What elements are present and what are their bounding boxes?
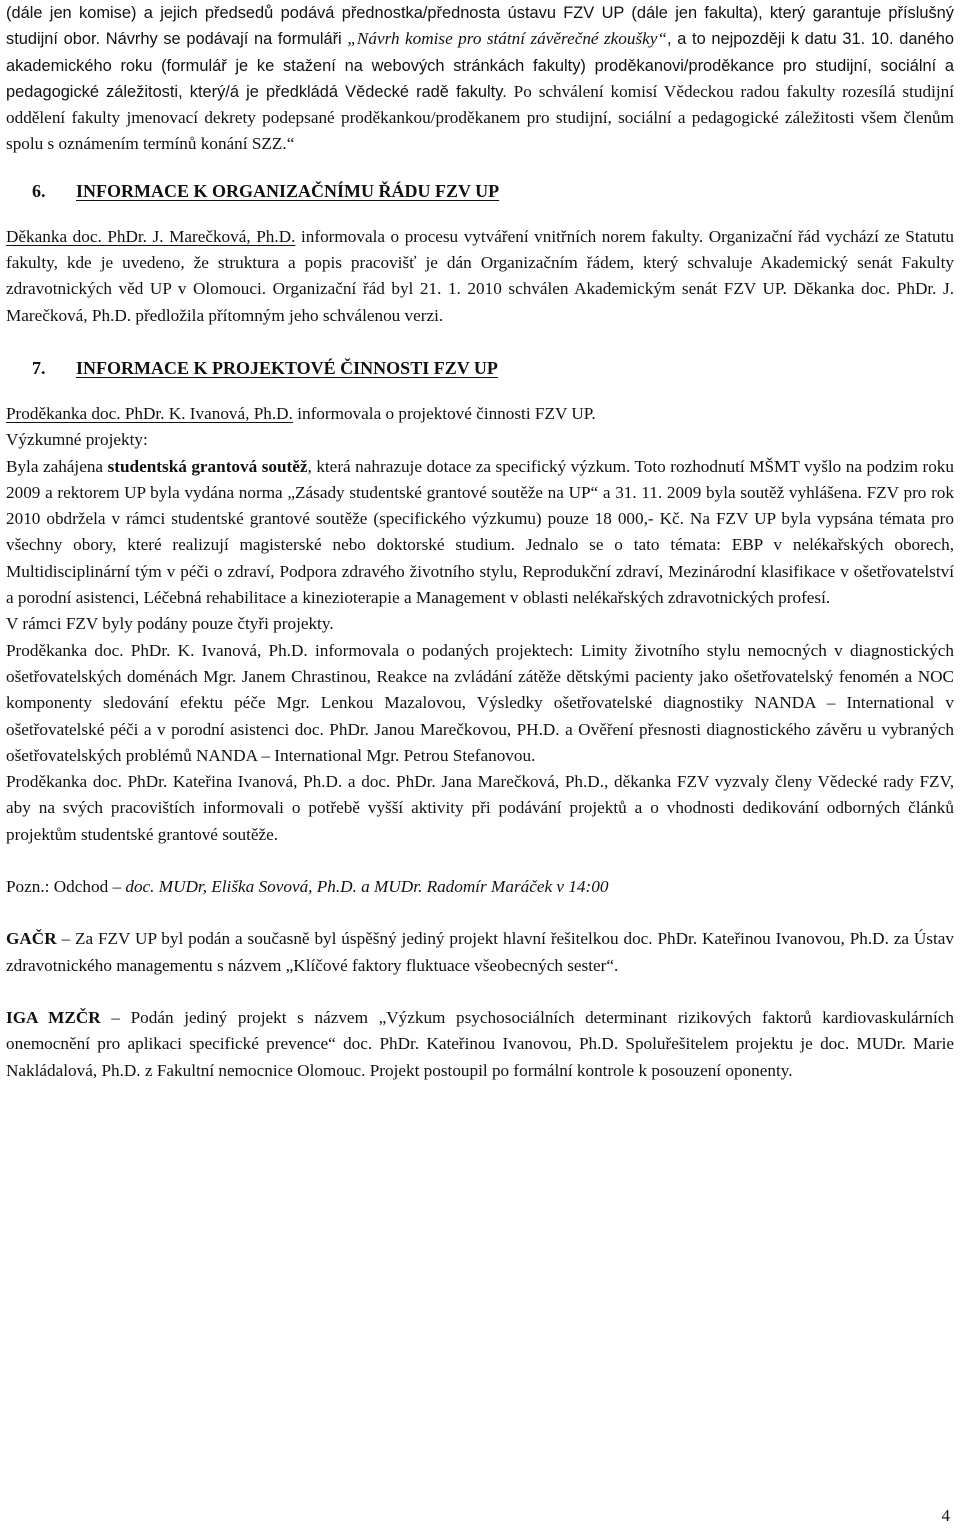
section-7-intro	[6, 401, 954, 454]
section-6-heading	[6, 178, 954, 204]
departure-note	[6, 874, 954, 900]
section-6-paragraph	[6, 224, 954, 329]
research-projects-label: Výzkumné projekty:	[6, 430, 148, 450]
note-label: Pozn.: Odchod	[6, 877, 113, 897]
grant-competition-paragraph	[6, 454, 954, 612]
call-to-members-paragraph: Proděkanka doc. PhDr. Kateřina Ivanová, Ph.D. a doc. PhDr. Jana Marečková, Ph.D., děkanka FZV vyzvaly členy Vědecké rady FZV, aby na svých pracovištích informovali o potřebě vyšší aktivity při podávání projektů a o vhodnosti dedikování odborných článků projektům studentské grantové soutěže.	[6, 772, 954, 844]
intro-line-4: Po schválení komisí Vědeckou radou fakulty rozesílá studijní oddělení fakulty jmenovací dekrety podepsané proděkankou/proděkanem pro studijní, sociální a pedagogické záležitosti všem členům spolu s oznámením termínů konání SZZ.“	[6, 81, 954, 154]
intro-line-1: (dále jen komise) a jejich předsedů podává přednostka/přednosta ústavu FZV UP (dále jen fakulta),	[6, 4, 763, 22]
iga-paragraph	[6, 1005, 954, 1084]
intro-line-3: daného akademického roku (formulář je ke stažení na webových stránkách fakulty) proděkanovi/proděkance pro studijní, sociální a pedagogické záležitosti, který/á je předkládá Vědecké radě fakulty.	[6, 30, 954, 101]
section-6-speaker: Děkanka doc. PhDr. J. Marečková, Ph.D.	[6, 226, 296, 246]
grant-text-b: studentská grantová soutěž	[107, 456, 308, 476]
intro-deadline: , a to nejpozději k datu 31. 10.	[666, 30, 894, 49]
grant-text-a: Byla zahájena	[6, 456, 108, 476]
iga-text: – Podán jediný projekt s názvem „Výzkum psychosociálních determinant rizikových faktorů kardiovaskulárních onemocnění pro aplikaci specifické prevence“ doc. PhDr. Kateřinou Ivanovou, Ph.D. Spoluřešitelem projektu je doc. MUDr. Marie Nakládalová, Ph.D. z Fakultní nemocnice Olomouc. Projekt postoupil po formální kontrole k posouzení oponenty.	[6, 1007, 954, 1080]
intro-paragraph	[6, 0, 954, 158]
section-7-text-1: informovala o projektové činnosti FZV UP.	[292, 403, 596, 423]
document-page	[6, 0, 954, 1084]
section-6-text-1: informovala o procesu vytváření vnitřních norem fakulty.	[295, 226, 704, 246]
submitted-projects-paragraph: Proděkanka doc. PhDr. K. Ivanová, Ph.D. informovala o podaných projektech: Limity životního stylu nemocných v diagnostických ošetřovatelských doménách Mgr. Janem Chrastinou, Reakce na zvládání zátěže dětskými pacienty jako ošetřovatelský fenomén a NOC komponenty sledování efektu péče Mgr. Lenkou Mazalovou, Výsledky ošetřovatelské diagnostiky NANDA – International v ošetřovatelské péči a v porodní asistenci doc. PhDr. Janou Marečkovou, PH.D. a Ověření přesnosti diagnostického závěru u vybraných ošetřovatelských problémů NANDA – International Mgr. Petrou Stefanovou.	[6, 640, 954, 765]
section-7-title: INFORMACE K PROJEKTOVÉ ČINNOSTI FZV UP	[76, 357, 498, 378]
projects-count-paragraph: V rámci FZV byly podány pouze čtyři projekty.	[6, 614, 334, 634]
section-6-title: INFORMACE K ORGANIZAČNÍMU ŘÁDU FZV UP	[76, 180, 500, 201]
section-7-number: 7.	[32, 357, 46, 378]
grant-text-c: , která nahrazuje dotace za specifický výzkum. Toto rozhodnutí MŠMT vyšlo na podzim roku 2009 a rektorem UP byla vydána norma „Zásady studentské grantové soutěže na UP“ a 31. 11. 2009 byla soutěž vyhlášena. FZV pro rok 2010 obdržela v rámci studentské grantové soutěže (specifického výzkumu) pouze 18 000,- Kč. Na FZV UP byla vypsána témata pro všechny obory, které realizují magisterské nebo doktorské studium. Jednalo se o tato témata: EBP v nelékařských oborech, Multidisciplinární tým v péči o zdraví, Podpora zdravého životního stylu, Reprodukční zdraví, Mezinárodní klasifikace v ošetřovatelství a porodní asistenci, Léčebná rehabilitace a kinezioterapie a Management v oblasti nelékařských zdravotnických profesí.	[6, 456, 954, 608]
section-7-heading	[6, 355, 954, 381]
form-name: „Návrh komise pro státní závěrečné zkoušky“	[347, 29, 667, 49]
iga-label: IGA MZČR	[6, 1007, 101, 1027]
page-number: 4	[941, 1506, 950, 1525]
note-text: – doc. MUDr, Eliška Sovová, Ph.D. a MUDr. Radomír Maráček v 14:00	[112, 877, 609, 897]
gacr-text: – Za FZV UP byl podán a současně byl úspěšný jediný projekt hlavní řešitelkou doc. PhDr. Kateřinou Ivanovou, Ph.D. za Ústav zdravotnického managementu s názvem „Klíčové faktory fluktuace všeobecných sester“.	[6, 929, 954, 975]
section-7-speaker: Proděkanka doc. PhDr. K. Ivanová, Ph.D.	[6, 403, 293, 423]
section-6-number: 6.	[32, 180, 46, 201]
gacr-label: GAČR	[6, 929, 57, 949]
section-6-text-2: Organizační řád vychází ze Statutu fakulty, kde je uvedeno, že struktura a popis pracovišť je dán Organizačním řádem, který schvaluje Akademický senát Fakulty zdravotnických věd UP v Olomouci. Organizační řád byl 21. 1. 2010 schválen Akademickým senát FZV UP. Děkanka doc. PhDr. J. Marečková, Ph.D. předložila přítomným jeho schválenou verzi.	[6, 226, 954, 325]
intro-line-2: který garantuje příslušný studijní obor. Návrhy se podávají na formuláři	[6, 4, 954, 49]
gacr-paragraph	[6, 926, 954, 979]
